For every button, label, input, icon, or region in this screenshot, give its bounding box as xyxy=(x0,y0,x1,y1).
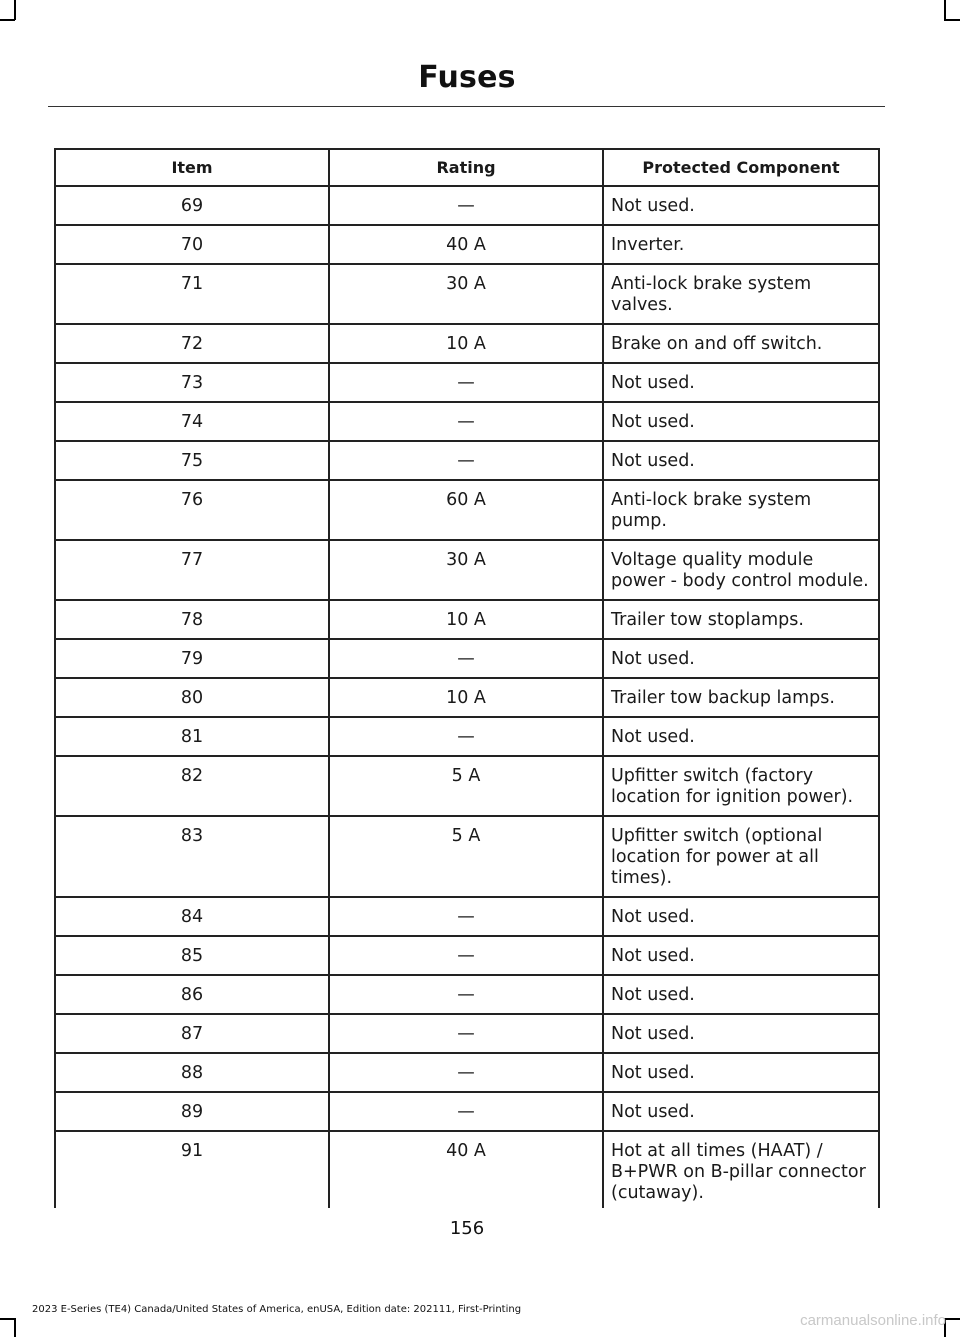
item-cell: 80 xyxy=(55,678,329,717)
rating-cell: — xyxy=(329,1092,603,1131)
table-row xyxy=(55,441,879,480)
rating-cell: 30 A xyxy=(329,264,603,324)
item-cell: 73 xyxy=(55,363,329,402)
item-cell: 81 xyxy=(55,717,329,756)
protected-component-cell: Upfitter switch (optional location for power at all times). xyxy=(603,816,879,897)
table-row xyxy=(55,897,879,936)
header-item: Item xyxy=(55,149,329,186)
table-row xyxy=(55,1131,879,1208)
crop-mark-top-right-h xyxy=(944,19,960,21)
protected-component-cell: Brake on and off switch. xyxy=(603,324,879,363)
protected-component-cell: Inverter. xyxy=(603,225,879,264)
rating-cell: 60 A xyxy=(329,480,603,540)
title-divider xyxy=(48,106,885,107)
rating-cell: — xyxy=(329,639,603,678)
protected-component-cell: Not used. xyxy=(603,363,879,402)
rating-cell: — xyxy=(329,441,603,480)
table-row xyxy=(55,975,879,1014)
table-row xyxy=(55,480,879,540)
protected-component-cell: Trailer tow stoplamps. xyxy=(603,600,879,639)
protected-component-cell: Not used. xyxy=(603,897,879,936)
item-cell: 77 xyxy=(55,540,329,600)
rating-cell: 10 A xyxy=(329,678,603,717)
crop-mark-bottom-left-v xyxy=(14,1318,16,1337)
crop-mark-top-left-h xyxy=(0,19,15,21)
header-row xyxy=(55,149,879,186)
item-cell: 85 xyxy=(55,936,329,975)
page-title: Fuses xyxy=(418,60,516,95)
item-cell: 86 xyxy=(55,975,329,1014)
table-row xyxy=(55,324,879,363)
table-row xyxy=(55,936,879,975)
item-cell: 69 xyxy=(55,186,329,225)
item-cell: 82 xyxy=(55,756,329,816)
header-protected-component: Protected Component xyxy=(603,149,879,186)
item-cell: 89 xyxy=(55,1092,329,1131)
item-cell: 78 xyxy=(55,600,329,639)
rating-cell: — xyxy=(329,717,603,756)
protected-component-cell: Anti-lock brake system pump. xyxy=(603,480,879,540)
rating-cell: — xyxy=(329,1053,603,1092)
protected-component-cell: Not used. xyxy=(603,717,879,756)
fuse-table-body xyxy=(55,186,879,1208)
footer-text: 2023 E-Series (TE4) Canada/United States of America, enUSA, Edition date: 202111, First-Printing xyxy=(32,1304,522,1315)
rating-cell: — xyxy=(329,1014,603,1053)
protected-component-cell: Not used. xyxy=(603,975,879,1014)
protected-component-cell: Upfitter switch (factory location for ignition power). xyxy=(603,756,879,816)
item-cell: 88 xyxy=(55,1053,329,1092)
table-row xyxy=(55,225,879,264)
protected-component-cell: Hot at all times (HAAT) / B+PWR on B-pillar connector (cutaway). xyxy=(603,1131,879,1208)
item-cell: 74 xyxy=(55,402,329,441)
table-row xyxy=(55,639,879,678)
item-cell: 75 xyxy=(55,441,329,480)
rating-cell: 5 A xyxy=(329,816,603,897)
fuse-table-header xyxy=(55,149,879,186)
item-cell: 87 xyxy=(55,1014,329,1053)
rating-cell: 40 A xyxy=(329,225,603,264)
protected-component-cell: Not used. xyxy=(603,639,879,678)
table-row xyxy=(55,678,879,717)
crop-mark-top-right-v xyxy=(944,0,946,20)
rating-cell: — xyxy=(329,936,603,975)
item-cell: 72 xyxy=(55,324,329,363)
item-cell: 84 xyxy=(55,897,329,936)
rating-cell: 10 A xyxy=(329,600,603,639)
rating-cell: 5 A xyxy=(329,756,603,816)
table-row xyxy=(55,186,879,225)
protected-component-cell: Not used. xyxy=(603,1053,879,1092)
item-cell: 79 xyxy=(55,639,329,678)
protected-component-cell: Not used. xyxy=(603,186,879,225)
crop-mark-bottom-left-h xyxy=(0,1318,15,1320)
table-row xyxy=(55,402,879,441)
page-number: 156 xyxy=(449,1218,485,1239)
table-row xyxy=(55,816,879,897)
protected-component-cell: Not used. xyxy=(603,1092,879,1131)
header-rating: Rating xyxy=(329,149,603,186)
protected-component-cell: Not used. xyxy=(603,402,879,441)
protected-component-cell: Anti-lock brake system valves. xyxy=(603,264,879,324)
rating-cell: — xyxy=(329,363,603,402)
table-row xyxy=(55,1014,879,1053)
item-cell: 71 xyxy=(55,264,329,324)
watermark: carmanualsonline.info xyxy=(800,1312,946,1329)
item-cell: 76 xyxy=(55,480,329,540)
protected-component-cell: Not used. xyxy=(603,441,879,480)
rating-cell: — xyxy=(329,402,603,441)
item-cell: 70 xyxy=(55,225,329,264)
protected-component-cell: Not used. xyxy=(603,936,879,975)
protected-component-cell: Trailer tow backup lamps. xyxy=(603,678,879,717)
item-cell: 91 xyxy=(180,1141,204,1161)
rating-cell: — xyxy=(329,186,603,225)
table-row xyxy=(55,1092,879,1131)
protected-component-cell: Not used. xyxy=(603,1014,879,1053)
crop-mark-top-left-v xyxy=(14,0,16,20)
rating-cell: 10 A xyxy=(329,324,603,363)
rating-cell: 40 A xyxy=(329,1131,603,1208)
rating-cell: 30 A xyxy=(329,540,603,600)
table-row xyxy=(55,1053,879,1092)
table-row xyxy=(55,264,879,324)
table-row xyxy=(55,756,879,816)
protected-component-cell: Voltage quality module power - body control module. xyxy=(603,540,879,600)
item-cell: 83 xyxy=(55,816,329,897)
table-row xyxy=(55,540,879,600)
rating-cell: — xyxy=(329,897,603,936)
table-row xyxy=(55,600,879,639)
fuse-table xyxy=(54,148,880,1208)
table-row xyxy=(55,717,879,756)
crop-mark-bottom-right-h xyxy=(944,1318,960,1320)
rating-cell: — xyxy=(329,975,603,1014)
table-row xyxy=(55,363,879,402)
